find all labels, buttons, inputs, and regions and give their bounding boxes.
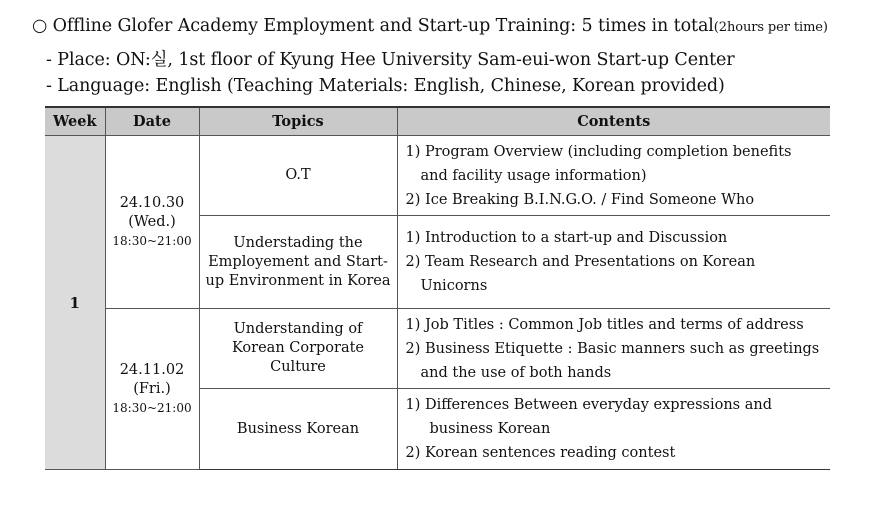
content-item: 1) Differences Between everyday expressions and business Korean [405, 397, 772, 437]
language-line: - Language: English (Teaching Materials: English, Chinese, Korean provided) [46, 76, 725, 96]
column-header-date: Date [105, 107, 199, 136]
content-item: 2) Korean sentences reading contest [405, 445, 676, 461]
contents-cell [397, 389, 830, 470]
date-cell [105, 309, 199, 470]
column-header-topics: Topics [199, 107, 397, 136]
table-row [45, 136, 830, 216]
table-row [45, 309, 830, 389]
session-date: 24.10.30 [119, 194, 185, 211]
topic-cell: O.T [199, 136, 397, 216]
contents-cell [397, 216, 830, 309]
session-day: (Wed.) [128, 213, 176, 230]
topic-cell: Understading the Employement and Start-up Environment in Korea [199, 216, 397, 309]
schedule-table [45, 106, 830, 470]
session-time: 18:30~21:00 [112, 233, 192, 248]
content-item: 2) Ice Breaking B.I.N.G.O. / Find Someone Who [405, 191, 755, 208]
content-item: 2) Team Research and Presentations on Korean Unicorns [405, 254, 756, 294]
column-header-contents: Contents [397, 107, 830, 136]
session-duration-note: (2hours per time) [713, 20, 828, 35]
date-cell [105, 136, 199, 309]
content-item: 1) Job Titles : Common Job titles and terms of address [405, 316, 804, 333]
contents-cell [397, 309, 830, 389]
content-item: 2) Business Etiquette : Basic manners such as greetings and the use of both hands [405, 340, 820, 381]
session-date: 24.11.02 [119, 361, 185, 378]
session-day: (Fri.) [133, 380, 171, 397]
table-header-row [45, 107, 830, 136]
program-title-line [32, 16, 828, 36]
program-title: ○ Offline Glofer Academy Employment and Start-up Training: 5 times in total [32, 16, 714, 36]
contents-cell [397, 136, 830, 216]
content-item: 1) Program Overview (including completion benefits and facility usage information) [405, 143, 792, 184]
week-cell: 1 [45, 136, 105, 470]
place-line: - Place: ON:실, 1st floor of Kyung Hee University Sam-eui-won Start-up Center [46, 50, 735, 70]
topic-cell: Understanding of Korean Corporate Culture [199, 309, 397, 389]
topic-cell: Business Korean [199, 389, 397, 470]
content-item: 1) Introduction to a start-up and Discussion [405, 230, 728, 246]
session-time: 18:30~21:00 [112, 400, 192, 415]
column-header-week: Week [45, 107, 105, 136]
